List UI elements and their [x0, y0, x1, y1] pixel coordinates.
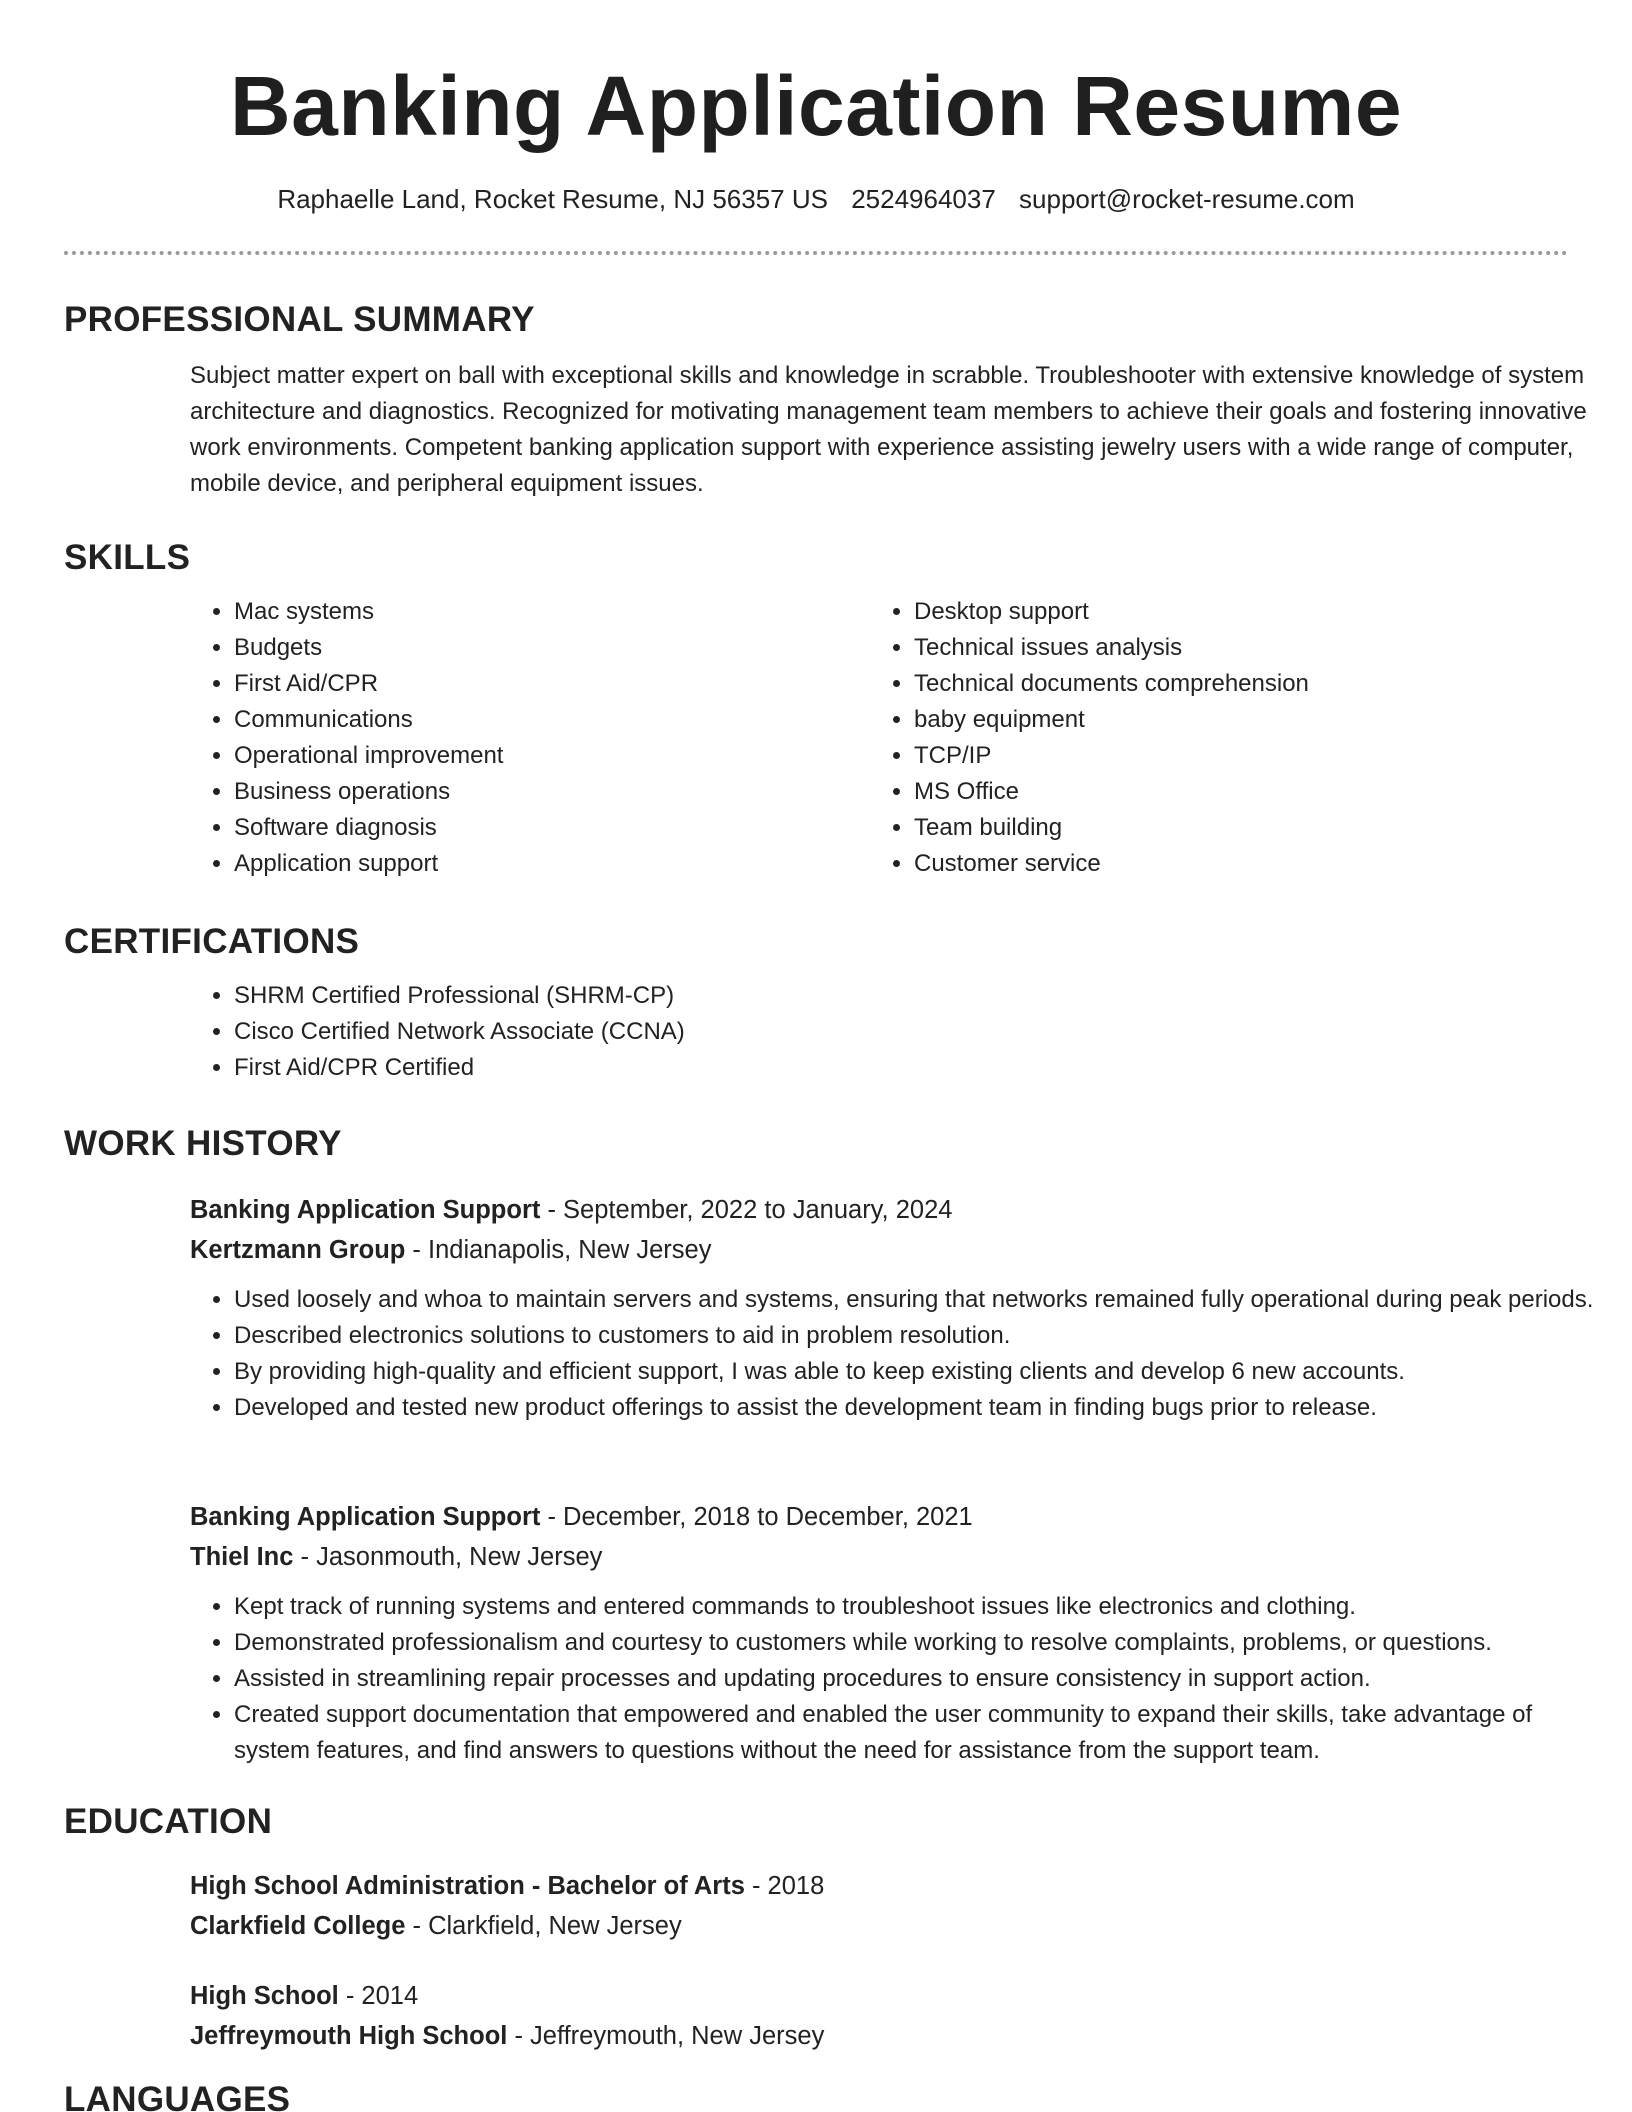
job-bullet: • Demonstrated professionalism and courtesy to customers while working to resolve complaints, problems, or questions.: [234, 1625, 1610, 1661]
skills-left-column: [190, 594, 850, 882]
summary-heading: PROFESSIONAL SUMMARY: [64, 300, 535, 339]
job-entry: [190, 1190, 1610, 1426]
education-year: - 2018: [744, 1872, 825, 1900]
job-bullet: • Kept track of running systems and entered commands to troubleshoot issues like electronics and clothing.: [234, 1589, 1610, 1625]
job-bullet: • Developed and tested new product offerings to assist the development team in finding bugs prior to release.: [234, 1390, 1610, 1426]
job-bullet: • Created support documentation that empowered and enabled the user community to expand their skills, take advantage of system features, and find answers to questions without the need for assistance from the support team.: [234, 1697, 1610, 1769]
skill-item: • MS Office: [914, 774, 1530, 810]
education-heading: EDUCATION: [64, 1802, 273, 1841]
skill-item: • Application support: [234, 846, 850, 882]
job-company-line: [190, 1230, 1610, 1270]
job-company: Kertzmann Group: [190, 1236, 406, 1264]
job-bullets: [190, 1282, 1610, 1426]
certifications-heading: CERTIFICATIONS: [64, 922, 360, 961]
contact-email: support@rocket-resume.com: [1019, 184, 1355, 214]
skill-item: • Business operations: [234, 774, 850, 810]
contact-address: Raphaelle Land, Rocket Resume, NJ 56357 US: [277, 184, 828, 214]
job-title-line: [190, 1497, 1610, 1537]
languages-heading: LANGUAGES: [64, 2080, 291, 2112]
skill-item: • Communications: [234, 702, 850, 738]
job-bullet: • By providing high-quality and efficient support, I was able to keep existing clients and develop 6 new accounts.: [234, 1354, 1610, 1390]
skill-item: • Budgets: [234, 630, 850, 666]
skill-item: • Technical issues analysis: [914, 630, 1530, 666]
summary-section: [64, 298, 1587, 518]
skills-right-list: [870, 594, 1530, 882]
job-company: Thiel Inc: [190, 1543, 294, 1571]
job-bullet: • Assisted in streamlining repair processes and updating procedures to ensure consistency in support action.: [234, 1661, 1610, 1697]
education-location: - Clarkfield, New Jersey: [405, 1912, 682, 1940]
job-bullet: • Used loosely and whoa to maintain servers and systems, ensuring that networks remained fully operational during peak periods.: [234, 1282, 1610, 1318]
education-location: - Jeffreymouth, New Jersey: [507, 2022, 825, 2050]
skill-item: • Software diagnosis: [234, 810, 850, 846]
resume-title: Banking Application Resume: [229, 59, 1403, 153]
skills-right-column: [870, 594, 1530, 882]
header-divider: [64, 251, 1568, 255]
education-entry: [190, 1866, 1610, 1946]
education-section: [64, 1800, 1568, 2060]
education-entry: [190, 1976, 1610, 2056]
contact-line: [0, 182, 1632, 216]
job-dates: - December, 2018 to December, 2021: [540, 1503, 973, 1531]
education-school: Clarkfield College: [190, 1912, 406, 1940]
education-year: - 2014: [338, 1982, 419, 2010]
skill-item: • Technical documents comprehension: [914, 666, 1530, 702]
certifications-section: [64, 920, 1568, 1100]
job-company-line: [190, 1537, 1610, 1577]
skills-left-list: [190, 594, 850, 882]
job-location: - Indianapolis, New Jersey: [405, 1236, 712, 1264]
contact-phone: 2524964037: [851, 184, 996, 214]
job-entry: [190, 1497, 1610, 1769]
education-degree: High School Administration - Bachelor of Arts: [190, 1872, 745, 1900]
certifications-list: [190, 978, 1490, 1086]
skill-item: • Team building: [914, 810, 1530, 846]
skill-item: • Operational improvement: [234, 738, 850, 774]
job-title: Banking Application Support: [190, 1196, 541, 1224]
education-school-line: [190, 1906, 1610, 1946]
languages-section: [64, 2078, 1568, 2112]
skill-item: • baby equipment: [914, 702, 1530, 738]
work-history-heading: WORK HISTORY: [64, 1124, 342, 1163]
certification-item: • SHRM Certified Professional (SHRM-CP): [234, 978, 1490, 1014]
skill-item: • Customer service: [914, 846, 1530, 882]
education-degree-line: [190, 1866, 1610, 1906]
skills-section: [64, 536, 1568, 896]
job-bullet: • Described electronics solutions to customers to aid in problem resolution.: [234, 1318, 1610, 1354]
skill-item: • TCP/IP: [914, 738, 1530, 774]
job-title-line: [190, 1190, 1610, 1230]
skill-item: • Desktop support: [914, 594, 1530, 630]
certification-item: • First Aid/CPR Certified: [234, 1050, 1490, 1086]
education-school: Jeffreymouth High School: [190, 2022, 508, 2050]
job-title: Banking Application Support: [190, 1503, 541, 1531]
certifications-list-wrap: [190, 978, 1490, 1086]
certification-item: • Cisco Certified Network Associate (CCNA): [234, 1014, 1490, 1050]
education-degree-line: [190, 1976, 1610, 2016]
skills-heading: SKILLS: [64, 538, 191, 577]
summary-text: Subject matter expert on ball with exceptional skills and knowledge in scrabble. Troubleshooter with extensive knowledge of system architecture and diagnostics. Recognized for motivating management team members to achieve their goals and fostering innovative work environments. Competent banking application support with experience assisting jewelry users with a wide range of computer, mobile device, and peripheral equipment issues.: [190, 362, 1587, 497]
skill-item: • First Aid/CPR: [234, 666, 850, 702]
education-school-line: [190, 2016, 1610, 2056]
education-degree: High School: [190, 1982, 339, 2010]
job-dates: - September, 2022 to January, 2024: [540, 1196, 953, 1224]
job-bullets: [190, 1589, 1610, 1769]
job-location: - Jasonmouth, New Jersey: [293, 1543, 603, 1571]
skill-item: • Mac systems: [234, 594, 850, 630]
work-history-section: [64, 1122, 1594, 1782]
